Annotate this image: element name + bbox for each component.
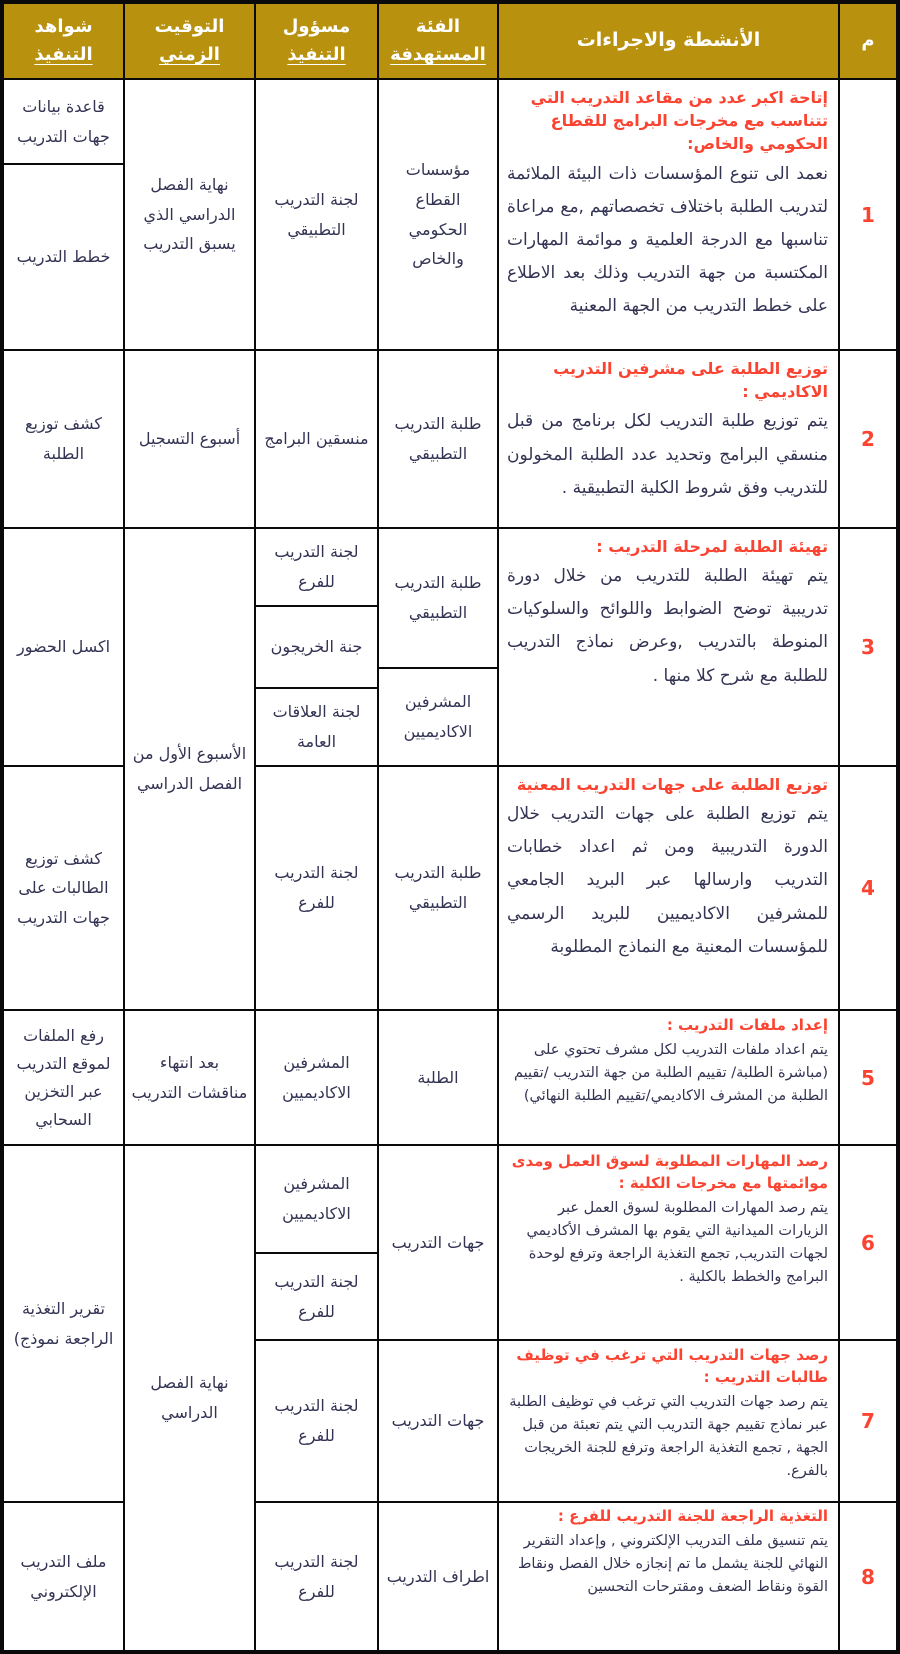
rows6-8-timing: نهاية الفصل الدراسي — [125, 1146, 254, 1650]
row7-responsible: لجنة التدريب للفرع — [256, 1341, 377, 1501]
row3-responsible-a: لجنة التدريب للفرع — [256, 529, 377, 605]
header-target-line1: الفئة — [415, 16, 461, 38]
row5-activities — [499, 1011, 838, 1144]
header-responsible-line2: التنفيذ — [287, 44, 346, 65]
row6-num — [840, 1146, 896, 1339]
row8-num — [840, 1503, 896, 1650]
row4-evidence: كشف توزيع الطالبات على جهات التدريب — [4, 767, 123, 1009]
row3-activity-body: يتم تهيئة الطلبة للتدريب من خلال دورة تدريبية توضح الضوابط واللوائح والسلوكيات المنوطة بالتدريب ,وعرض نماذج التدريب للطلبة مع شرح كلا منها . — [507, 566, 828, 686]
row1-num — [840, 80, 896, 349]
row7-activity-title: رصد جهات التدريب التي ترغب في توظيف طالبات التدريب : — [516, 1346, 828, 1386]
row3-responsible-c: لجنة العلاقات العامة — [256, 689, 377, 765]
row5-target: الطلبة — [379, 1011, 497, 1144]
row7-activities — [499, 1341, 838, 1501]
row1-timing: نهاية الفصل الدراسي الذي يسبق التدريب — [125, 80, 254, 349]
row3-num — [840, 529, 896, 765]
row4-activities — [499, 767, 838, 1009]
header-target — [379, 4, 497, 78]
row5-evidence: رفع الملفات لموقع التدريب عبر التخزين السحابي — [4, 1011, 123, 1144]
rows6-7-evidence: تقرير التغذية الراجعة نموذج) — [4, 1146, 123, 1501]
row2-num — [840, 351, 896, 527]
header-responsible — [256, 4, 377, 78]
row5-timing: بعد انتهاء مناقشات التدريب — [125, 1011, 254, 1144]
row6-num-value: 6 — [861, 1230, 875, 1255]
header-evidence-line1: شواهد — [34, 16, 93, 38]
row3-num-value: 3 — [861, 635, 875, 659]
rows3-4-timing: الأسبوع الأول من الفصل الدراسي — [125, 529, 254, 1009]
row6-activities — [499, 1146, 838, 1339]
row7-num-value: 7 — [861, 1409, 875, 1433]
header-timing-line2: الزمني — [159, 44, 220, 65]
row8-target: اطراف التدريب — [379, 1503, 497, 1650]
row3-target-a: طلبة التدريب التطبيقي — [379, 529, 497, 667]
row4-activity-body: يتم توزيع الطلبة على جهات التدريب خلال الدورة التدريبية ومن ثم اعداد خطابات التدريب وارسالها عبر البريد الجامعي للمشرفين الاكاديميين للبريد الرسمي للمؤسسات المعنية مع النماذج المطلوبة — [507, 804, 828, 957]
row8-num-value: 8 — [861, 1564, 875, 1589]
row2-target: طلبة التدريب التطبيقي — [379, 351, 497, 527]
row3-responsible-b: جنة الخريجون — [256, 607, 377, 687]
row5-num-value: 5 — [861, 1065, 875, 1090]
row1-num-value: 1 — [861, 202, 875, 227]
row6-activity-title: رصد المهارات المطلوبة لسوق العمل ومدى موائمتها مع مخرجات الكلية : — [511, 1152, 828, 1192]
row2-evidence: كشف توزيع الطلبة — [4, 351, 123, 527]
row4-num — [840, 767, 896, 1009]
row3-target-b: المشرفين الاكاديميين — [379, 669, 497, 765]
header-num-label: م — [861, 30, 875, 52]
header-target-line2: المستهدفة — [390, 44, 486, 65]
row1-evidence-a: قاعدة بيانات جهات التدريب — [4, 80, 123, 163]
row8-activity-body: يتم تنسيق ملف التدريب الإلكتروني , وإعداد التقرير النهائي للجنة يشمل ما تم إنجازه خلال الفصل ونقاط القوة ونقاط الضعف ومقترحات التحسين — [518, 1532, 828, 1596]
row7-activity-body: يتم رصد جهات التدريب التي ترغب في توظيف الطلبة عبر نماذج تقييم جهة التدريب التي يتم تعبئة من قبل الجهة , تجمع التغذية الراجعة وترفع للجنة الخريجات بالفرع. — [509, 1393, 828, 1480]
row4-activity-title: توزيع الطلبة على جهات التدريب المعنية — [516, 775, 828, 794]
row2-responsible: منسقين البرامج — [256, 351, 377, 527]
header-activities — [499, 4, 838, 78]
row8-activities — [499, 1503, 838, 1650]
row5-activity-title: إعداد ملفات التدريب : — [666, 1016, 828, 1034]
row6-responsible-a: المشرفين الاكاديميين — [256, 1146, 377, 1252]
row3-activities — [499, 529, 838, 765]
row1-target: مؤسسات القطاع الحكومي والخاص — [379, 80, 497, 349]
header-evidence — [4, 4, 123, 78]
row4-target: طلبة التدريب التطبيقي — [379, 767, 497, 1009]
row4-num-value: 4 — [861, 876, 875, 900]
header-num — [840, 4, 896, 78]
row6-target: جهات التدريب — [379, 1146, 497, 1339]
row1-activity-title: إتاحة اكبر عدد من مقاعد التدريب التي تتناسب مع مخرجات البرامج للقطاع الحكومي والخاص: — [530, 88, 828, 154]
row1-evidence-b: خطط التدريب — [4, 165, 123, 349]
header-timing — [125, 4, 254, 78]
row6-responsible-b: لجنة التدريب للفرع — [256, 1254, 377, 1339]
row1-responsible: لجنة التدريب التطبيقي — [256, 80, 377, 349]
row7-target: جهات التدريب — [379, 1341, 497, 1501]
row3-activity-title: تهيئة الطلبة لمرحلة التدريب : — [596, 537, 828, 556]
row8-evidence: ملف التدريب الإلكتروني — [4, 1503, 123, 1650]
row2-activities — [499, 351, 838, 527]
row2-activity-body: يتم توزيع طلبة التدريب لكل برنامج من قبل منسقي البرامج وتحديد عدد الطلبة المخولون للتدريب وفق شروط الكلية التطبيقية . — [507, 411, 828, 498]
header-activities-label: الأنشطة والاجراءات — [576, 29, 761, 52]
row4-responsible: لجنة التدريب للفرع — [256, 767, 377, 1009]
row5-responsible: المشرفين الاكاديميين — [256, 1011, 377, 1144]
header-timing-line1: التوقيت — [154, 16, 225, 38]
row6-activity-body: يتم رصد المهارات المطلوبة لسوق العمل عبر الزيارات الميدانية التي يقوم بها المشرف الأكاديمي لجهات التدريب, تجمع التغذية الراجعة وترفع لوحدة البرامج والخطط بالكلية . — [526, 1199, 828, 1286]
row5-activity-body: يتم اعداد ملفات التدريب لكل مشرف تحتوي على (مباشرة الطلبة/ تقييم الطلبة من جهة التدريب /تقييم الطلبة من المشرف الاكاديمي/تقييم الطلبة النهائي) — [513, 1041, 828, 1105]
row1-activity-body: نعمد الى تنوع المؤسسات ذات البيئة الملائمة لتدريب الطلبة باختلاف تخصصاتهم ,مع مراعاة تناسبها مع الدرجة العلمية و موائمة المهارات المكتسبة من جهة التدريب وذلك بعد الاطلاع على خطط التدريب من الجهة المعنية — [507, 163, 828, 317]
header-evidence-line2: التنفيذ — [34, 44, 93, 65]
row2-timing: أسبوع التسجيل — [125, 351, 254, 527]
row2-activity-title: توزيع الطلبة على مشرفين التدريب الاكاديمي : — [553, 359, 828, 402]
header-responsible-line1: مسؤول — [282, 16, 351, 38]
row7-num — [840, 1341, 896, 1501]
row2-num-value: 2 — [861, 427, 875, 451]
row8-activity-title: التغذية الراجعة للجنة التدريب للفرع : — [557, 1507, 828, 1525]
row3-evidence: اكسل الحضور — [4, 529, 123, 765]
row8-responsible: لجنة التدريب للفرع — [256, 1503, 377, 1650]
row1-activities — [499, 80, 838, 349]
row5-num — [840, 1011, 896, 1144]
